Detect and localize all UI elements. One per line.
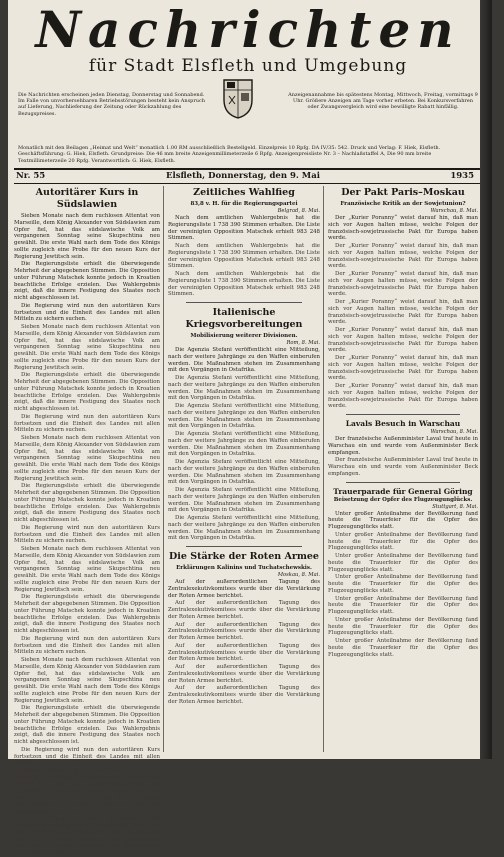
article-paragraph: Der französische Außenminister Laval traf heute in Warschau ein und wurde vom Außenminister Beck empfangen. [328, 436, 478, 456]
article-paragraph: Der „Kurier Poranny“ weist darauf hin, daß man sich vor Augen halten müsse, welche Folgen der französisch-sowjetrussische Pakt für Europa haben werde. [328, 299, 478, 326]
article-paragraph: Nach dem amtlichen Wahlergebnis hat die Regierungsliste 1 738 390 Stimmen erhalten. Die Liste der vereinigten Opposition Matschek erhielt 983 248 Stimmen. [168, 243, 320, 270]
article-paragraph: Der „Kurier Poranny“ weist darauf hin, daß man sich vor Augen halten müsse, welche Folgen der französisch-sowjetrussische Pakt für Europa haben werde. [328, 355, 478, 382]
article-headline: Lavals Besuch in Warschau [345, 419, 461, 428]
newspaper-page [8, 0, 492, 856]
column-3 [328, 186, 478, 752]
article-paragraph: Auf der außerordentlichen Tagung des Zentralexekutivkomitees wurde über die Verstärkung der Roten Armee berichtet. [168, 685, 320, 705]
article-paragraph: Sieben Monate nach dem ruchlosen Attentat von Marseille, dem König Alexander von Südslawien zum Opfer fiel, hat das südslawische Volk am vergangenen Sonntag seine Skupschtina neu gewählt. Die erste Wahl nach dem Tode des Königs sollte zugleich eine Probe für den neuen Kurs der Regierung Jewtitsch sein. [14, 324, 160, 371]
article-paragraph: Die Agenzia Stefani veröffentlicht eine Mitteilung, nach der weitere Jahrgänge zu den Waffen einberufen werden. Die Maßnahmen stehen im Zusammenhang mit den Vorgängen in Ostafrika. [168, 375, 320, 402]
article-paragraph: Auf der außerordentlichen Tagung des Zentralexekutivkomitees wurde über die Verstärkung der Roten Armee berichtet. [168, 579, 320, 599]
column-2 [168, 186, 320, 752]
binding-edge [480, 0, 492, 759]
article-paragraph: Die Agenzia Stefani veröffentlicht eine Mitteilung, nach der weitere Jahrgänge zu den Waffen einberufen werden. Die Maßnahmen stehen im Zusammenhang mit den Vorgängen in Ostafrika. [168, 403, 320, 430]
advertising-notice: Anzeigenannahme bis spätestens Montag, Mittwoch, Freitag, vormittags 9 Uhr. Größere Anzeigen am Tage vorher erbeten. Bei Konkursverfahren oder Zwangsvergleich wird eine bewilligte Rabatt hinfällig. [288, 92, 478, 111]
masthead [12, 2, 484, 86]
article-headline: Der Pakt Paris–Moskau [341, 187, 465, 198]
article-paragraph: Unter großer Anteilnahme der Bevölkerung fand heute die Trauerfeier für die Opfer des Flugzeugunglücks statt. [328, 531, 478, 552]
article-subheadline: 83,8 v. H. für die Regierungspartei [190, 201, 298, 207]
article-paragraph: Nach dem amtlichen Wahlergebnis hat die Regierungsliste 1 738 390 Stimmen erhalten. Die Liste der vereinigten Opposition Matschek erhielt 983 248 Stimmen. [168, 271, 320, 298]
article-paragraph: Sieben Monate nach dem ruchlosen Attentat von Marseille, dem König Alexander von Südslawien zum Opfer fiel, hat das südslawische Volk am vergangenen Sonntag seine Skupschtina neu gewählt. Die erste Wahl nach dem Tode des Königs sollte zugleich eine Probe für den neuen Kurs der Regierung Jewtitsch sein. [14, 435, 160, 482]
article-paragraph: Die Agenzia Stefani veröffentlicht eine Mitteilung, nach der weitere Jahrgänge zu den Waffen einberufen werden. Die Maßnahmen stehen im Zusammenhang mit den Vorgängen in Ostafrika. [168, 515, 320, 542]
header-notices [18, 92, 476, 142]
article-paragraph: Unter großer Anteilnahme der Bevölkerung fand heute die Trauerfeier für die Opfer des Flugzeugunglücks statt. [328, 510, 478, 530]
article-paragraph: Sieben Monate nach dem ruchlosen Attentat von Marseille, dem König Alexander von Südslawien zum Opfer fiel, hat das südslawische Volk am vergangenen Sonntag seine Skupschtina neu gewählt. Die erste Wahl nach dem Tode des Königs sollte zugleich eine Probe für den neuen Kurs der Regierung Jewtitsch sein. [14, 213, 160, 260]
issue-dateline [14, 168, 480, 184]
article-paragraph: Die Regierungsliste erhielt die überwiegende Mehrheit der abgegebenen Stimmen. Die Opposition unter Führung Matschek konnte jedoch in Kroatien beachtliche Erfolge erzielen. Das Wahlergebnis zeigt, daß die innere Festigung des Staates noch nicht abgeschlossen ist. [14, 483, 160, 523]
article-paragraph: Der „Kurier Poranny“ weist darauf hin, daß man sich vor Augen halten müsse, welche Folgen der französisch-sowjetrussische Pakt für Europa haben werde. [328, 215, 478, 242]
article-paragraph: Die Regierungsliste erhielt die überwiegende Mehrheit der abgegebenen Stimmen. Die Opposition unter Führung Matschek konnte jedoch in Kroatien beachtliche Erfolge erzielen. Das Wahlergebnis zeigt, daß die innere Festigung des Staates noch nicht abgeschlossen ist. [14, 594, 160, 634]
impressum: Monatlich mit den Beilagen „Heimat und Welt“ monatlich 1.00 RM ausschließlich Bestellgeld. Einzelpreis 10 Rpfg. DA IV/35: 542. Druck und Verlag: F. Hiek, Elsfleth. Geschäftsführung: G. Hiek, Elsfleth. Grundpreise: Die 46 mm breite Anzeigenmillimeterzeile 6 Rpfg. Anzeigenpreisliste Nr. 3 – Nachlaßstaffel A, Die 90 mm breite Textmillimeterzeile 20 Rpfg. Verantwortlich: G. Hiek, Elsfleth. [18, 145, 441, 164]
article-paragraph: Der „Kurier Poranny“ weist darauf hin, daß man sich vor Augen halten müsse, welche Folgen der französisch-sowjetrussische Pakt für Europa haben werde. [328, 243, 478, 270]
article-headline: Trauerparade für General Göring [333, 486, 473, 496]
subscription-notice: Die Nachrichten erscheinen jeden Dienstag, Donnerstag und Sonnabend. Im Falle von unvorhersehbaren Betriebsstörungen besteht kein Anspruch auf Lieferung, Nachlieferung der Zeitung oder Rückzahlung des Bezugspreises. [18, 92, 206, 117]
article-paragraph: Auf der außerordentlichen Tagung des Zentralexekutivkomitees wurde über die Verstärkung der Roten Armee berichtet. [168, 642, 320, 663]
masthead-subtitle: für Stadt Elsfleth und Umgebung [88, 56, 408, 76]
issue-number: Nr. 55 [16, 171, 46, 181]
article-paragraph: Auf der außerordentlichen Tagung des Zentralexekutivkomitees wurde über die Verstärkung der Roten Armee berichtet. [168, 664, 320, 684]
article-paragraph: Die Regierungsliste erhielt die überwiegende Mehrheit der abgegebenen Stimmen. Die Opposition unter Führung Matschek konnte jedoch in Kroatien beachtliche Erfolge erzielen. Das Wahlergebnis zeigt, daß die innere Festigung des Staates noch nicht abgeschlossen ist. [14, 816, 160, 856]
article-paragraph: Unter großer Anteilnahme der Bevölkerung fand heute die Trauerfeier für die Opfer des Flugzeugunglücks statt. [328, 574, 478, 594]
article-headline: Autoritärer Kurs in Südslawien [35, 187, 139, 210]
article-subheadline: Beisetzung der Opfer des Flugzeugunglücks. [333, 496, 473, 503]
article-paragraph: Unter großer Anteilnahme der Bevölkerung fand heute die Trauerfeier für die Opfer des Flugzeugunglücks statt. [328, 638, 478, 658]
article-dateline: Belgrad, 8. Mai. [277, 208, 320, 214]
article-paragraph: Sieben Monate nach dem ruchlosen Attentat von Marseille, dem König Alexander von Südslawien zum Opfer fiel, hat das südslawische Volk am vergangenen Sonntag seine Skupschtina neu gewählt. Die erste Wahl nach dem Tode des Königs sollte zugleich eine Probe für den neuen Kurs der Regierung Jewtitsch sein. [14, 546, 160, 593]
article-paragraph: Der „Kurier Poranny“ weist darauf hin, daß man sich vor Augen halten müsse, welche Folgen der französisch-sowjetrussische Pakt für Europa haben werde. [328, 271, 478, 298]
article-separator [346, 414, 460, 415]
article-paragraph: Die Regierung wird nun den autoritären Kurs fortsetzen und die Einheit des Landes mit allen Mitteln zu sichern suchen. [14, 635, 160, 656]
article-paragraph: Unter großer Anteilnahme der Bevölkerung fand heute die Trauerfeier für die Opfer des Flugzeugunglücks statt. [328, 616, 478, 637]
article-headline: Italienische Kriegsvorbereitungen [185, 307, 303, 330]
article-paragraph: Die Regierungsliste erhielt die überwiegende Mehrheit der abgegebenen Stimmen. Die Opposition unter Führung Matschek konnte jedoch in Kroatien beachtliche Erfolge erzielen. Das Wahlergebnis zeigt, daß die innere Festigung des Staates noch nicht abgeschlossen ist. [14, 372, 160, 412]
article-dateline: Stuttgart, 8. Mai. [432, 503, 478, 510]
article-paragraph: Die Regierung wird nun den autoritären Kurs fortsetzen und die Einheit des Landes mit allen Mitteln zu sichern suchen. [14, 524, 160, 545]
article-paragraph: Die Agenzia Stefani veröffentlicht eine Mitteilung, nach der weitere Jahrgänge zu den Waffen einberufen werden. Die Maßnahmen stehen im Zusammenhang mit den Vorgängen in Ostafrika. [168, 431, 320, 458]
article-paragraph: Der „Kurier Poranny“ weist darauf hin, daß man sich vor Augen halten müsse, welche Folgen der französisch-sowjetrussische Pakt für Europa haben werde. [328, 383, 478, 410]
article-paragraph: Unter großer Anteilnahme der Bevölkerung fand heute die Trauerfeier für die Opfer des Flugzeugunglücks statt. [328, 595, 478, 615]
article-paragraph: Die Regierung wird nun den autoritären Kurs fortsetzen und die Einheit des Landes mit allen Mitteln zu sichern suchen. [14, 302, 160, 323]
article-paragraph: Nach dem amtlichen Wahlergebnis hat die Regierungsliste 1 738 390 Stimmen erhalten. Die Liste der vereinigten Opposition Matschek erhielt 983 248 Stimmen. [168, 215, 320, 242]
article-paragraph: Sieben Monate nach dem ruchlosen Attentat von Marseille, dem König Alexander von Südslawien zum Opfer fiel, hat das südslawische Volk am vergangenen Sonntag seine Skupschtina neu gewählt. Die erste Wahl nach dem Tode des Königs sollte zugleich eine Probe für den neuen Kurs der Regierung Jewtitsch sein. [14, 657, 160, 704]
article-paragraph: Auf der außerordentlichen Tagung des Zentralexekutivkomitees wurde über die Verstärkung der Roten Armee berichtet. [168, 621, 320, 641]
article-paragraph: Unter großer Anteilnahme der Bevölkerung fand heute die Trauerfeier für die Opfer des Flugzeugunglücks statt. [328, 553, 478, 573]
article-separator [346, 482, 460, 483]
article-paragraph: Die Regierung wird nun den autoritären Kurs fortsetzen und die Einheit des Landes mit allen Mitteln zu sichern suchen. [14, 413, 160, 434]
article-paragraph: Die Agenzia Stefani veröffentlicht eine Mitteilung, nach der weitere Jahrgänge zu den Waffen einberufen werden. Die Maßnahmen stehen im Zusammenhang mit den Vorgängen in Ostafrika. [168, 487, 320, 514]
article-separator [186, 302, 302, 303]
article-subheadline: Französische Kritik an der Sowjetunion? [340, 201, 466, 207]
issue-year: 1935 [450, 171, 474, 181]
article-subheadline: Erklärungen Kalinins und Tuchatschewskis. [176, 565, 312, 571]
column-divider [163, 186, 164, 752]
article-paragraph: Der „Kurier Poranny“ weist darauf hin, daß man sich vor Augen halten müsse, welche Folgen der französisch-sowjetrussische Pakt für Europa haben werde. [328, 327, 478, 354]
article-paragraph: Der französische Außenminister Laval traf heute in Warschau ein und wurde vom Außenminister Beck empfangen. [328, 457, 478, 477]
article-subheadline: Mobilisierung weiterer Divisionen. [190, 333, 298, 339]
article-headline: Zeitliches Wahlfieg [193, 187, 295, 198]
article-dateline: Warschau, 8. Mai. [430, 208, 478, 214]
article-paragraph: Die Regierungsliste erhielt die überwiegende Mehrheit der abgegebenen Stimmen. Die Opposition unter Führung Matschek konnte jedoch in Kroatien beachtliche Erfolge erzielen. Das Wahlergebnis zeigt, daß die innere Festigung des Staates noch nicht abgeschlossen ist. [14, 261, 160, 301]
article-paragraph: Die Regierung wird nun den autoritären Kurs fortsetzen und die Einheit des Landes mit allen Mitteln zu sichern suchen. [14, 746, 160, 767]
column-divider [323, 186, 324, 752]
issue-place-date: Elsfleth, Donnerstag, den 9. Mai [166, 171, 320, 181]
article-paragraph: Die Agenzia Stefani veröffentlicht eine Mitteilung, nach der weitere Jahrgänge zu den Waffen einberufen werden. Die Maßnahmen stehen im Zusammenhang mit den Vorgängen in Ostafrika. [168, 347, 320, 374]
article-headline: Die Stärke der Roten Armee [169, 551, 319, 562]
column-1 [14, 186, 160, 856]
article-separator [186, 546, 302, 547]
article-dateline: Warschau, 8. Mai. [430, 429, 478, 435]
article-paragraph: Die Agenzia Stefani veröffentlicht eine Mitteilung, nach der weitere Jahrgänge zu den Waffen einberufen werden. Die Maßnahmen stehen im Zusammenhang mit den Vorgängen in Ostafrika. [168, 459, 320, 486]
article-dateline: Moskau, 8. Mai. [277, 572, 320, 578]
article-paragraph: Auf der außerordentlichen Tagung des Zentralexekutivkomitees wurde über die Verstärkung der Roten Armee berichtet. [168, 600, 320, 620]
masthead-title: Nachrichten [35, 0, 461, 59]
article-dateline: Rom, 8. Mai. [286, 340, 320, 346]
article-paragraph: Die Regierungsliste erhielt die überwiegende Mehrheit der abgegebenen Stimmen. Die Opposition unter Führung Matschek konnte jedoch in Kroatien beachtliche Erfolge erzielen. Das Wahlergebnis zeigt, daß die innere Festigung des Staates noch nicht abgeschlossen ist. [14, 705, 160, 745]
article-paragraph: Sieben Monate nach dem ruchlosen Attentat von Marseille, dem König Alexander von Südslawien zum Opfer fiel, hat das südslawische Volk am vergangenen Sonntag seine Skupschtina neu gewählt. Die erste Wahl nach dem Tode des Königs sollte zugleich eine Probe für den neuen Kurs der Regierung Jewtitsch sein. [14, 768, 160, 815]
